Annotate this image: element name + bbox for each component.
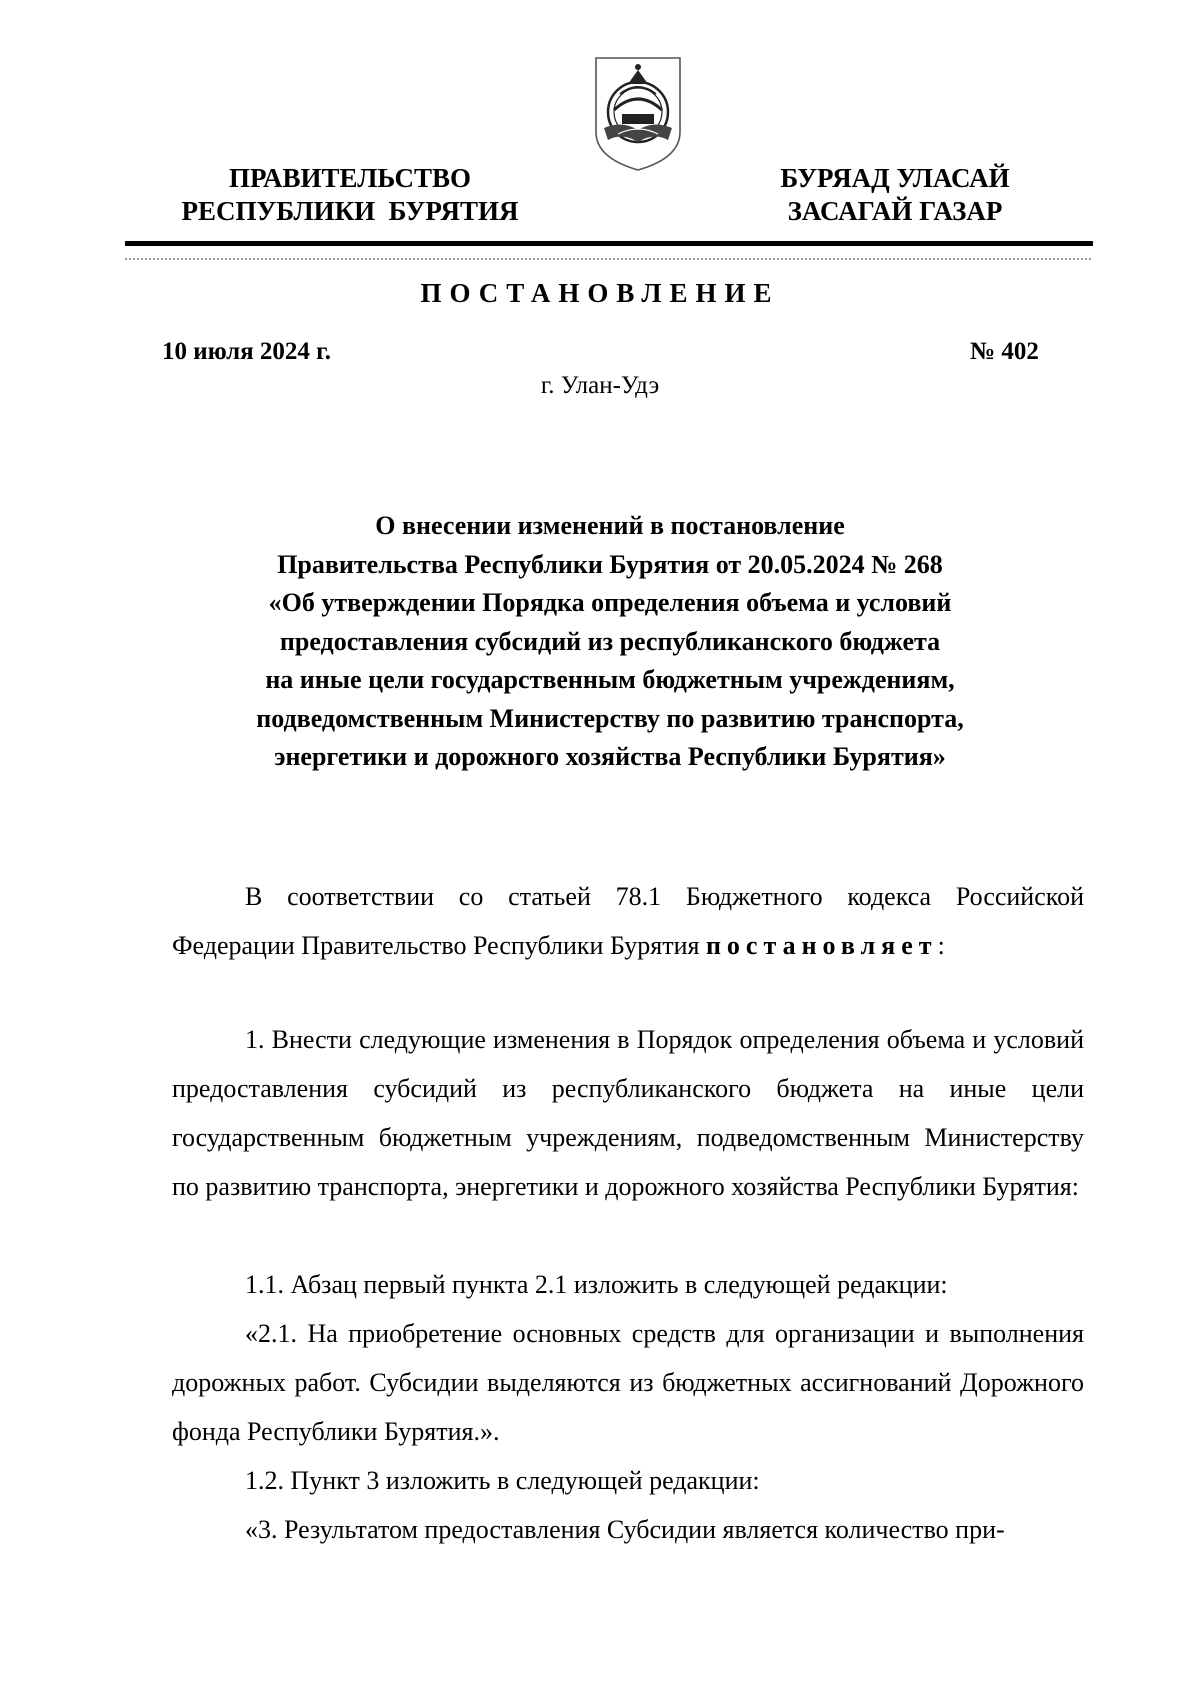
title-line: Правительства Республики Бурятия от 20.05.2024 № 268	[277, 549, 943, 579]
government-name-russian	[155, 162, 545, 228]
header-divider-thin	[125, 258, 1093, 260]
paragraph-1: 1. Внести следующие изменения в Порядок определения объема и условий предоставления субсидий из республиканского бюджета на иные цели государственным бюджетным учреждениям, подведомственным Министерству по развитию транспорта, энергетики и дорожного хозяйства Республики Бурятия:	[172, 1025, 1084, 1201]
document-city: г. Улан-Удэ	[540, 372, 660, 399]
document-type-heading: ПОСТАНОВЛЕНИЕ	[420, 278, 780, 308]
paragraph-1-2: 1.2. Пункт 3 изложить в следующей редакции:	[245, 1466, 760, 1495]
document-number: № 402	[970, 338, 1039, 365]
paragraph-2-1-quote: «2.1. На приобретение основных средств для организации и выполнения дорожных работ. Субсидии выделяются из бюджетных ассигнований Дорожного фонда Республики Бурятия.».	[172, 1319, 1084, 1446]
paragraph-1-1: 1.1. Абзац первый пункта 2.1 изложить в следующей редакции:	[245, 1270, 948, 1299]
title-line: «Об утверждении Порядка определения объема и условий	[268, 588, 952, 617]
title-line: на иные цели государственным бюджетным учреждениям,	[265, 665, 955, 694]
title-line: О внесении изменений в постановление	[375, 511, 845, 540]
preamble-paragraph	[172, 872, 1084, 970]
government-name-buryat-line1: БУРЯАД УЛАСАЙ	[780, 163, 1010, 193]
document-title	[180, 507, 1040, 777]
decree-word: постановляет	[705, 931, 938, 960]
government-name-russian-line2: РЕСПУБЛИКИ БУРЯТИЯ	[181, 196, 519, 226]
document-date: 10 июля 2024 г.	[162, 338, 331, 365]
government-name-russian-line1: ПРАВИТЕЛЬСТВО	[228, 163, 472, 193]
coat-of-arms-emblem-icon	[592, 54, 684, 172]
paragraph-3-quote: «3. Результатом предоставления Субсидии является количество при-	[245, 1515, 1005, 1544]
government-name-buryat-line2: ЗАСАГАЙ ГАЗАР	[787, 196, 1003, 226]
title-line: предоставления субсидий из республиканского бюджета	[279, 626, 941, 656]
title-line: энергетики и дорожного хозяйства Республики Бурятия»	[274, 742, 946, 771]
preamble-text: В соответствии со статьей 78.1 Бюджетного кодекса Российской Федерации Правительство Республики Бурятия	[172, 882, 1084, 960]
government-name-buryat	[745, 162, 1045, 228]
header-divider-thick	[125, 241, 1093, 246]
preamble-trailing: :	[937, 931, 945, 960]
title-line: подведомственным Министерству по развитию транспорта,	[256, 703, 964, 733]
